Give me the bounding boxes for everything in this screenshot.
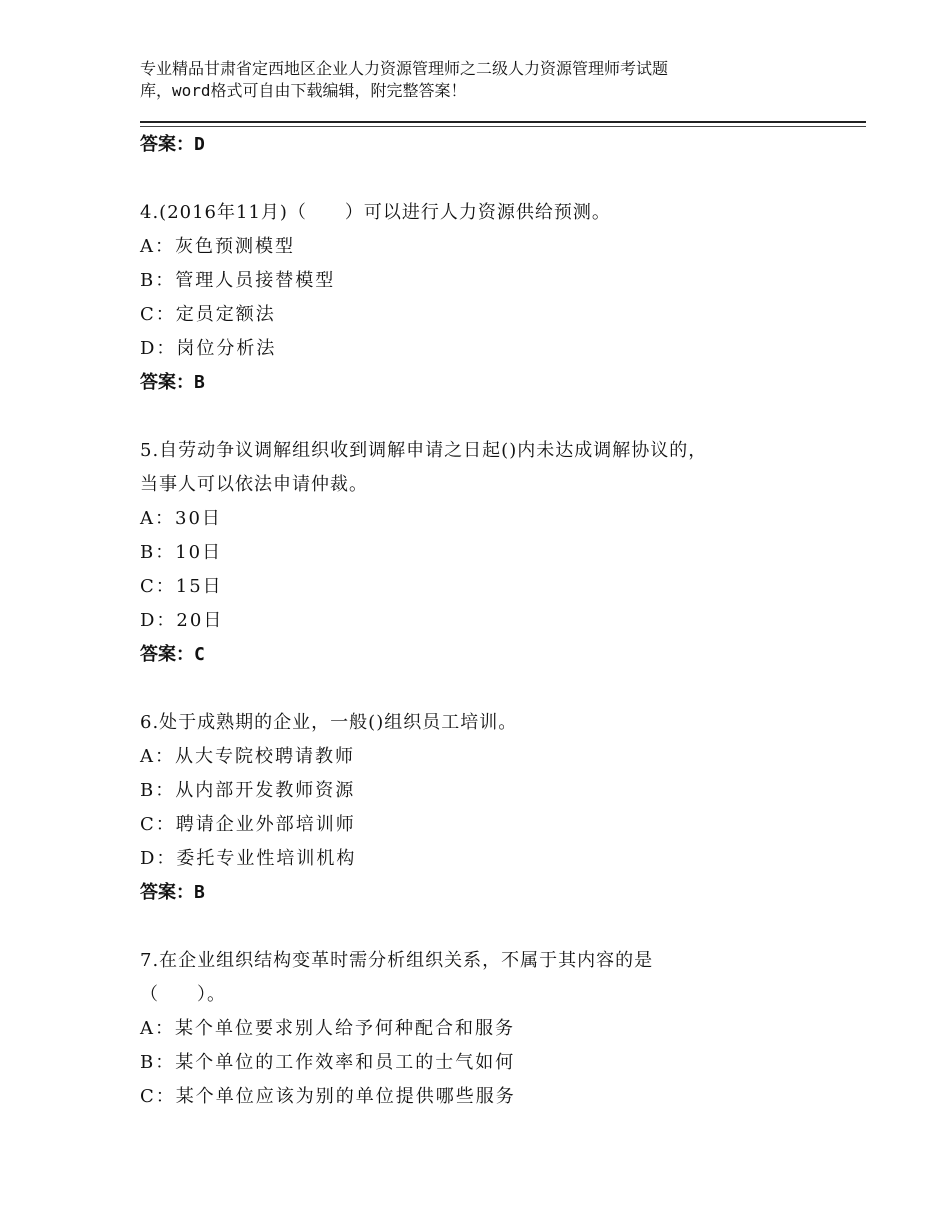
answer-value: D: [194, 134, 205, 155]
option-b: B：某个单位的工作效率和员工的士气如何: [140, 1052, 516, 1073]
question-list: [140, 128, 840, 1114]
option-d: D：20日: [140, 610, 224, 631]
question-7: [140, 944, 840, 1114]
option-a: A：灰色预测模型: [140, 236, 295, 257]
header-rule-thick: [140, 121, 866, 123]
answer-label: 答案：: [140, 372, 194, 393]
answer-label: 答案：: [140, 882, 194, 903]
answer-value: B: [194, 882, 205, 903]
option-c: C：某个单位应该为别的单位提供哪些服务: [140, 1086, 516, 1107]
answer-line: [140, 876, 840, 910]
answer-label: 答案：: [140, 644, 194, 665]
option-d: D：岗位分析法: [140, 338, 277, 359]
answer-line: [140, 128, 840, 162]
question-text: 5.自劳动争议调解组织收到调解申请之日起()内未达成调解协议的，: [140, 440, 708, 461]
option-a: A：从大专院校聘请教师: [140, 746, 355, 767]
question-text-cont: （ ）。: [140, 984, 226, 1005]
option-b: B：10日: [140, 542, 223, 563]
header-line-1: 专业精品甘肃省定西地区企业人力资源管理师之二级人力资源管理师考试题: [140, 59, 669, 78]
question-4: [140, 196, 840, 400]
answer-value: B: [194, 372, 205, 393]
question-text: 6.处于成熟期的企业，一般()组织员工培训。: [140, 712, 518, 733]
question-text-cont: 当事人可以依法申请仲裁。: [140, 474, 368, 495]
option-d: D：委托专业性培训机构: [140, 848, 357, 869]
answer-label: 答案：: [140, 134, 194, 155]
header-line-2: 库，word格式可自由下载编辑，附完整答案！: [140, 81, 467, 100]
document-header: [140, 58, 800, 102]
option-c: C：15日: [140, 576, 223, 597]
option-b: B：管理人员接替模型: [140, 270, 336, 291]
option-c: C：定员定额法: [140, 304, 276, 325]
question-text: 4.(2016年11月)（ ）可以进行人力资源供给预测。: [140, 202, 611, 223]
question-text: 7.在企业组织结构变革时需分析组织关系，不属于其内容的是: [140, 950, 654, 971]
question-5: [140, 434, 840, 672]
option-c: C：聘请企业外部培训师: [140, 814, 356, 835]
option-a: A：某个单位要求别人给予何种配合和服务: [140, 1018, 515, 1039]
answer-value: C: [194, 644, 205, 665]
question-6: [140, 706, 840, 910]
header-rule-thin: [140, 126, 866, 127]
option-b: B：从内部开发教师资源: [140, 780, 356, 801]
option-a: A：30日: [140, 508, 222, 529]
answer-line: [140, 638, 840, 672]
answer-line: [140, 366, 840, 400]
